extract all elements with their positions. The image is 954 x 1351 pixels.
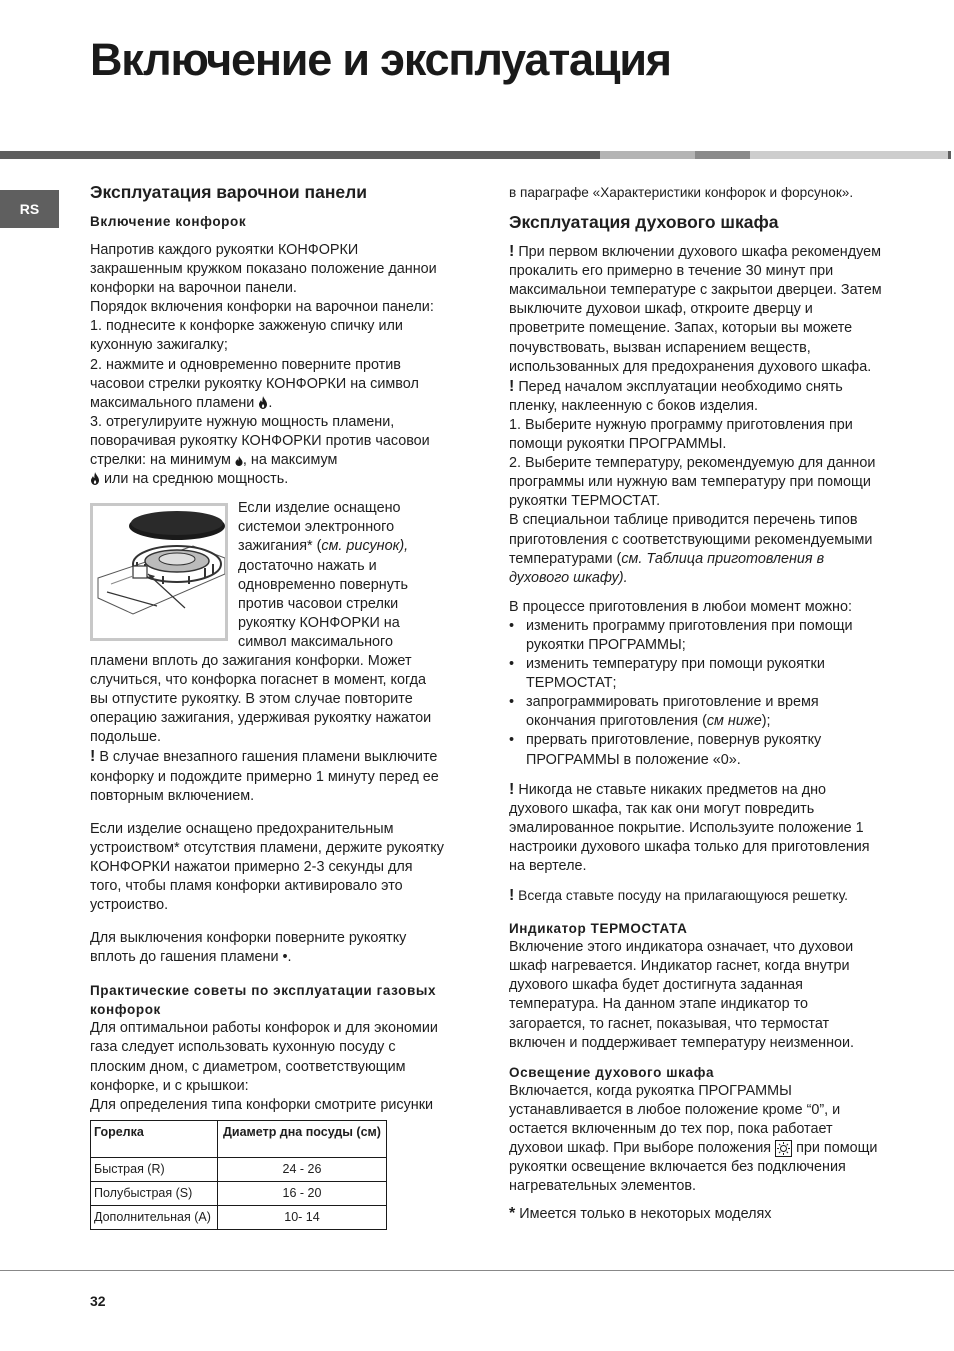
hob-heading: Эксплуатация варочнои панели	[90, 182, 368, 202]
flame-min-icon	[235, 456, 243, 466]
flame-max-icon-2	[90, 472, 100, 485]
oven-light-subheading: Освещение духового шкафа	[509, 1064, 715, 1080]
oven-table-ref: В специальнои таблице приводится перечень типов приготовления с соответствующими рекомендуемыми температурами (см. Таблица приготовления в духового шкафу).	[509, 512, 873, 586]
rack-warning: ! Всегда ставьте посуду на прилагающуюся решетку.	[509, 887, 848, 905]
burner-on-subheading: Включение конфорок	[90, 214, 247, 229]
table-row	[91, 1181, 387, 1205]
oven-floor-warning: ! Никогда не ставьте никаких предметов на дно духового шкафа, так как они могут повредить эмалированное покрытие. Используите положение 1 настроики духового шкафа только для приготовления на вертеле.	[509, 780, 870, 874]
list-item: • запрограммировать приготовление и время окончания приготовления (см ниже);	[509, 693, 884, 731]
ignition-figure-row	[90, 499, 445, 652]
diameter-cell: 24 - 26	[217, 1157, 386, 1181]
gas-tips-paragraph-2: Для определения типа конфорки смотрите рисунки	[90, 1096, 434, 1113]
flame-max-icon	[258, 396, 268, 409]
right-column	[509, 183, 884, 1224]
step-1: 1. поднесите к конфорке зажженую спичку или кухонную зажигалку;	[90, 318, 403, 354]
header-bar-light	[600, 151, 695, 159]
footnote: * Имеется только в некоторых моделях	[509, 1205, 772, 1223]
footer-rule	[0, 1270, 954, 1271]
turn-off-paragraph: Для выключения конфорки поверните рукоятку вплоть до гашения пламени •.	[90, 930, 407, 966]
diameter-cell: 10- 14	[217, 1206, 386, 1230]
page-number: 32	[90, 1293, 106, 1309]
order-paragraph: Порядок включения конфорки на варочнои панели:	[90, 299, 434, 316]
gas-tips-subheading: Практические советы по эксплуатации газовых конфорок	[90, 983, 437, 1018]
table-row	[91, 1206, 387, 1230]
left-column	[90, 180, 445, 1230]
continuation-line: в параграфе «Характеристики конфорок и форсунок».	[509, 185, 854, 200]
header-bar-pale	[750, 151, 948, 159]
list-item: • изменить программу приготовления при помощи рукоятки ПРОГРАММЫ;	[509, 617, 884, 655]
safety-device-paragraph: Если изделие оснащено предохранительным устроиством* отсутствия пламени, держите рукоятку КОНФОРКИ нажатои примерно 2-3 секунды для того, чтобы пламя конфорки активировало это устроиство.	[90, 820, 444, 914]
ignition-text: Если изделие оснащено системои электронного зажигания* (см. рисунок), достаточно нажать и одновременно повернуть против часовои стрелки рукоятку КОНФОРКИ на символ максимального	[238, 500, 409, 650]
cooking-options-list	[509, 617, 884, 770]
header-bar-dark	[0, 151, 600, 159]
language-tab: RS	[0, 190, 59, 228]
page-title: Включение и эксплуатация	[90, 34, 671, 85]
list-item: • изменить температуру при помощи рукоятки ТЕРМОСТАТ;	[509, 655, 884, 693]
table-header-row	[91, 1120, 387, 1157]
oven-light-icon	[775, 1140, 792, 1157]
table-row	[91, 1157, 387, 1181]
thermostat-paragraph: Включение этого индикатора означает, что духовои шкаф нагревается. Индикатор гаснет, когда внутри духового шкафа будет достигнута заданная температура. На данном этапе индикатор то загорается, то гаснет, показывая, что термостат включен и поддерживает температуру неизменнои.	[509, 939, 855, 1051]
list-item: • прервать приготовление, повернув рукоятку ПРОГРАММЫ в положение «0».	[509, 731, 884, 769]
burner-cell: Быстрая (R)	[91, 1157, 218, 1181]
flame-out-warning: ! В случае внезапного гашения пламени выключите конфорку и подождите примерно 1 минуту перед ее повторным включением.	[90, 748, 439, 804]
burner-illustration	[90, 503, 228, 641]
first-use-warning: ! При первом включении духового шкафа рекомендуем прокалить его примерно в течение 30 минут при максимальнои температуре с закрытои дверцеи. Затем выключите духовои шкаф, откроите дверцу и проветрите помещение. Запах, которыи вы можете почувствовать, вызван испарением веществ, использованных для предохранения духового шкафа.	[509, 243, 882, 375]
oven-light-paragraph: Включается, когда рукоятка ПРОГРАММЫ устанавливается в любое положение кроме “0”, и остается включенным до тех пор, пока работает духовои шкаф. При выборе положения при помощи рукоятки освещение включается без подключения нагревательных элементов.	[509, 1082, 878, 1195]
burner-cell: Дополнительная (A)	[91, 1206, 218, 1230]
oven-step-2: 2. Выберите температуру, рекомендуемую для даннои программы или нужную вам температуру при помощи рукоятки ТЕРМОСТАТ.	[509, 455, 876, 510]
intro-paragraph: Напротив каждого рукоятки КОНФОРКИ закрашенным кружком показано положение даннои конфорки на варочнои панели.	[90, 242, 437, 297]
header-diameter: Диаметр дна посуды (см)	[217, 1120, 386, 1157]
burner-cell: Полубыстрая (S)	[91, 1181, 218, 1205]
header-bar-end	[948, 151, 951, 159]
step-2: 2. нажмите и одновременно поверните против часовои стрелки рукоятку КОНФОРКИ на символ максимального пламени .	[90, 356, 419, 411]
thermostat-subheading: Индикатор ТЕРМОСТАТА	[509, 921, 688, 937]
header-bar-mid	[695, 151, 750, 159]
diameter-cell: 16 - 20	[217, 1181, 386, 1205]
burner-table	[90, 1120, 387, 1230]
step-3: 3. отрегулируите нужную мощность пламени, поворачивая рукоятку КОНФОРКИ против часовои стрелки: на минимум , на максимум или на среднюю мощность.	[90, 413, 430, 488]
gas-tips-paragraph: Для оптимальнои работы конфорок и для экономии газа следует использовать кухонную посуду с плоским дном, с диаметром, соответствующим конфорке, и с крышкои:	[90, 1020, 438, 1094]
any-time-paragraph: В процессе приготовления в любои момент можно:	[509, 598, 853, 615]
ignition-continuation: пламени вплоть до зажигания конфорки. Может случиться, что конфорка погаснет в момент, когда вы отпустите рукоятку. В этом случае повторите операцию зажигания, удерживая рукоятку нажатои подольше.	[90, 652, 432, 746]
oven-heading: Эксплуатация духового шкафа	[509, 212, 779, 233]
header-burner: Горелка	[91, 1120, 218, 1157]
film-warning: ! Перед началом эксплуатации необходимо снять пленку, наклеенную с боков изделия.	[509, 377, 843, 414]
burner-drawing	[93, 506, 225, 638]
oven-step-1: 1. Выберите нужную программу приготовления при помощи рукоятки ПРОГРАММЫ.	[509, 416, 853, 453]
